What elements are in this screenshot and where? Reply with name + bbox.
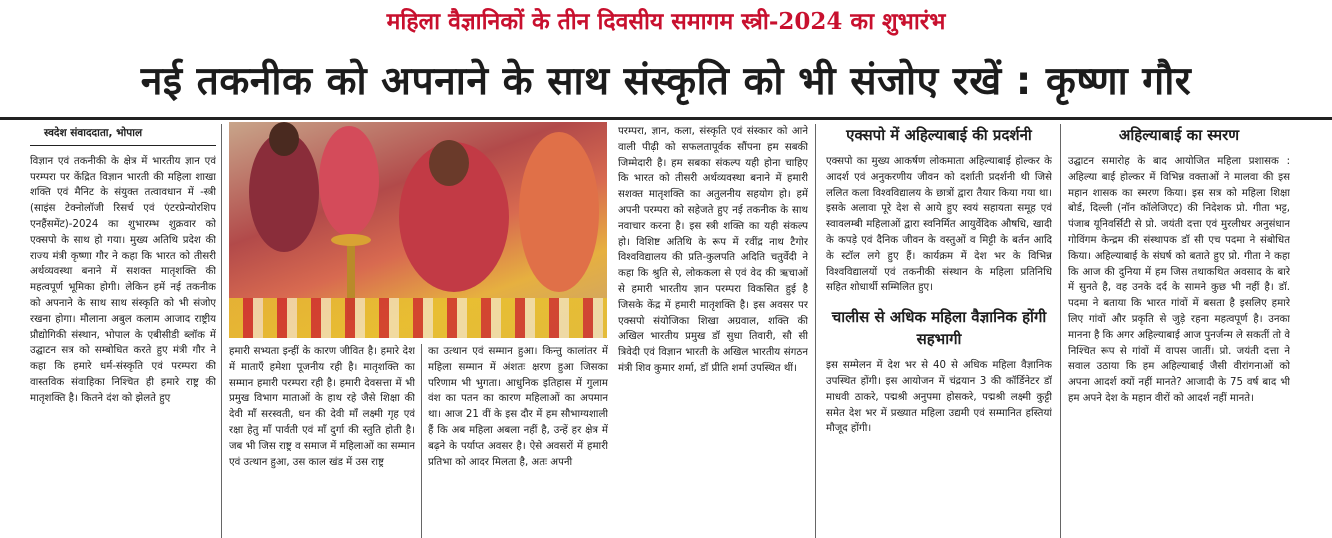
column-3-text: परम्परा, ज्ञान, कला, संस्कृति एवं संस्कार को आने वाली पीढ़ी को सफलतापूर्वक सौंपना हम सबकी जिम्मेदारी है। हम सबका संकल्प यही होना चाहिए कि भारत को तीसरी अर्थव्यवस्था बनाने में हमारी सशक्त मातृशक्ति का अतुलनीय सहयोग हो। हमें अपनी परम्परा को सहेजते हुए नई तकनीक के साथ नवाचार करना है। इस स्त्री शक्ति का यही संकल्प हो। विशिष्ट अतिथि के रूप में रवींद्र नाथ टैगोर विश्वविद्यालय की प्रति-कुलपति अदिति चतुर्वेदी ने कहा कि श्रुति से, लोककला से एवं वेद की ऋचाओं से हमारी भारतीय ज्ञान परम्परा विकसित हुई है जिसके केंद्र में हमारी मातृशक्ति है। इस अवसर पर एक्सपो संयोजिका शिखा अग्रवाल, शक्ति की अखिल भारतीय प्रमुख डॉ सुधा तिवारी, सौ सी त्रिवेदी एवं विज्ञान भारती के अखिल भारतीय संगठन मंत्री शिव कुमार शर्मा, डॉ प्रीति शर्मा उपस्थित थीं। <box>618 126 808 374</box>
column-divider <box>815 124 816 538</box>
column-2-text: हमारी सभ्यता इन्हीं के कारण जीवित है। हमारे देश में माताएँ हमेशा पूजनीय रही है। मातृशक्ति का सम्मान हमारी परम्परा रही है। हमारी देवसत्ता में भी प्रमुख विभाग माताओं के हाथ रहे जैसे शिक्षा की देवी माँ सरस्वती, धन की देवी माँ लक्ष्मी गृह एवं रक्षा हेतु माँ पार्वती एवं माँ दुर्गा की स्तुति होती है। जब भी जिस राष्ट्र व समाज में महिलाओं का सम्मान एवं उत्थान हुआ, उस काल खंड में उस राष्ट्र <box>229 346 415 468</box>
column-divider <box>221 124 222 538</box>
photo-rangoli <box>229 298 607 338</box>
ahilya-subheading: अहिल्याबाई का स्मरण <box>1118 126 1240 144</box>
headline <box>0 42 1332 120</box>
column-2 <box>229 344 415 538</box>
photo-figure <box>519 132 599 292</box>
photo-figure <box>319 126 379 236</box>
column-3 <box>618 124 808 538</box>
expo-subheading: एक्सपो में अहिल्याबाई की प्रदर्शनी <box>846 126 1032 144</box>
column-divider <box>421 344 422 538</box>
column-4 <box>826 124 1052 538</box>
byline: स्वदेश संवाददाता, भोपाल <box>30 124 216 146</box>
ahilya-text: उद्घाटन समारोह के बाद आयोजित महिला प्रशासक : अहिल्या बाई होल्कर में विभिन्न वक्ताओं ने मालवा की इस महान शासक का स्मरण किया। इस सत्र को महिला शिक्षा बोर्ड, दिल्ली (नॉन कॉलेजिएट) की निदेशक प्रो. गीता भट्ट, पंजाब यूनिवर्सिटी से प्रो. जयंती दत्ता एवं मुरलीधर अनुसंधान गोविंगम केन्द्रम की संस्थापक डॉ सी एच पदमा ने संबोधित किया। अहिल्याबाई के संघर्ष को बताते हुए प्रो. गीता ने कहा कि आज की दुनिया में हम जिस तथाकथित अवसाद के बारे में सुनते है, वह उनके दर्द के सामने कुछ भी नहीं है। डॉ. पदमा ने बताया कि भारत गांवों में बसता है इसलिए हमारे लिए गांवों और प्रकृति से जुड़े रहना महत्वपूर्ण है। उनका मानना है कि अगर अहिल्याबाई आज पुनर्जन्म ले सकतीं तो वे निश्चित रूप से गांवों में वापस जातीं। प्रो. जयंती दत्ता ने सवाल उठाया कि हम अहिल्याबाई जैसी वीरांगनाओं को अपना आदर्श क्यों नहीं मानते? आजादी के 75 वर्ष बाद भी हम अपने देश के महान वीरों को आदर्श नहीं मानते। <box>1068 156 1290 404</box>
photo-head <box>269 122 299 156</box>
event-photo <box>229 122 607 338</box>
column-2b <box>428 344 608 538</box>
photo-head <box>429 140 469 186</box>
photo-lamp <box>331 234 371 246</box>
headline-text: नई तकनीक को अपनाने के साथ संस्कृति को भी संजोए रखें : कृष्णा गौर <box>140 59 1192 104</box>
kicker-banner <box>0 0 1332 40</box>
column-2b-text: का उत्थान एवं सम्मान हुआ। किन्तु कालांतर में महिला सम्मान में अंशतः क्षरण हुआ जिसका परिणाम भी भुगता। आधुनिक इतिहास में गुलाम वंश का पतन का कारण महिलाओं का अपमान था। आज 21 वीं के इस दौर में हम सौभाग्यशाली हैं कि अब महिला अबला नहीं है, उन्हें हर क्षेत्र में बढ़ने के पर्याप्त अवसर है। ऐसे अवसरों में हमारी प्रतिभा को आदर मिलता है, अतः अपनी <box>428 346 608 468</box>
column-1 <box>30 124 216 538</box>
column-divider <box>1060 124 1061 538</box>
column-1-text: विज्ञान एवं तकनीकी के क्षेत्र में भारतीय ज्ञान एवं परम्परा पर केंद्रित विज्ञान भारती की महिला शाखा शक्ति एवं मैनिट के संयुक्त तत्वावधान में -स्त्री (साइंस टेक्नोलॉजी रिसर्च एवं एंटरप्रेन्योरशिप एनहैंसमेंट)-2024 का शुभारम्भ शुक्रवार को एक्सपो के साथ हो गया। मुख्य अतिथि प्रदेश की राज्य मंत्री कृष्णा गौर ने कहा कि भारत को तीसरी अर्थव्यवस्था बनाने में सशक्त मातृशक्ति की महत्वपूर्ण भूमिका होगी। लेकिन हमें नई तकनीक को अपनाने के साथ साथ संस्कृति को भी संजोए रखना होगा। मौलाना अबुल कलाम आजाद राष्ट्रीय प्रौद्योगिकी संस्थान, भोपाल के एबीसीडी ब्लॉक में उद्घाटन सत्र को सम्बोधित करते हुए मंत्री गौर ने कहा कि हमारे धर्म-संस्कृति एवं परम्परा की वास्तविक संवाहिका निश्चित ही हमारे राष्ट्र की मातृशक्ति है। कितने दंश को झेलते हुए <box>30 155 216 404</box>
kicker-text: महिला वैज्ञानिकों के तीन दिवसीय समागम स्त्री-2024 का शुभारंभ <box>386 8 946 35</box>
expo-text: एक्सपो का मुख्य आकर्षण लोकमाता अहिल्याबाई होल्कर के आदर्श एवं अनुकरणीय जीवन को दर्शाती प्रदर्शनी थी जिसे ललित कला विश्वविद्यालय के छात्रों द्वारा तैयार किया गया था। इसके अलावा पूरे देश से आये हुए स्वयं सहायता समूह एवं स्वावलम्बी महिलाओं द्वारा स्वनिर्मित आयुर्वेदिक औषधि, खादी के कपड़े एवं दैनिक जीवन के वस्तुओं व मिट्टी के बर्तन आदि के स्टॉल लगे हुए हैं। कार्यक्रम में देश भर के विभिन्न विश्वविद्यालयों एवं तकनीकी संस्थान के महिला प्रतिनिधि सहित शोधार्थी सम्मिलित हुए। <box>826 156 1052 294</box>
forty-subheading: चालीस से अधिक महिला वैज्ञानिक होंगी सहभागी <box>831 308 1047 349</box>
column-5 <box>1068 124 1290 538</box>
forty-text: इस सम्मेलन में देश भर से 40 से अधिक महिला वैज्ञानिक उपस्थित होंगी। इस आयोजन में चंद्रयान 3 की कॉर्डिनेटर डॉ माधवी ठाकरे, पद्मश्री अनुपमा होसकरे, पद्मश्री लक्ष्मी कुट्टी समेत देश भर में प्रख्यात महिला उद्यमी एवं सम्मानित हस्तियां मौजूद होंगी। <box>826 360 1052 435</box>
